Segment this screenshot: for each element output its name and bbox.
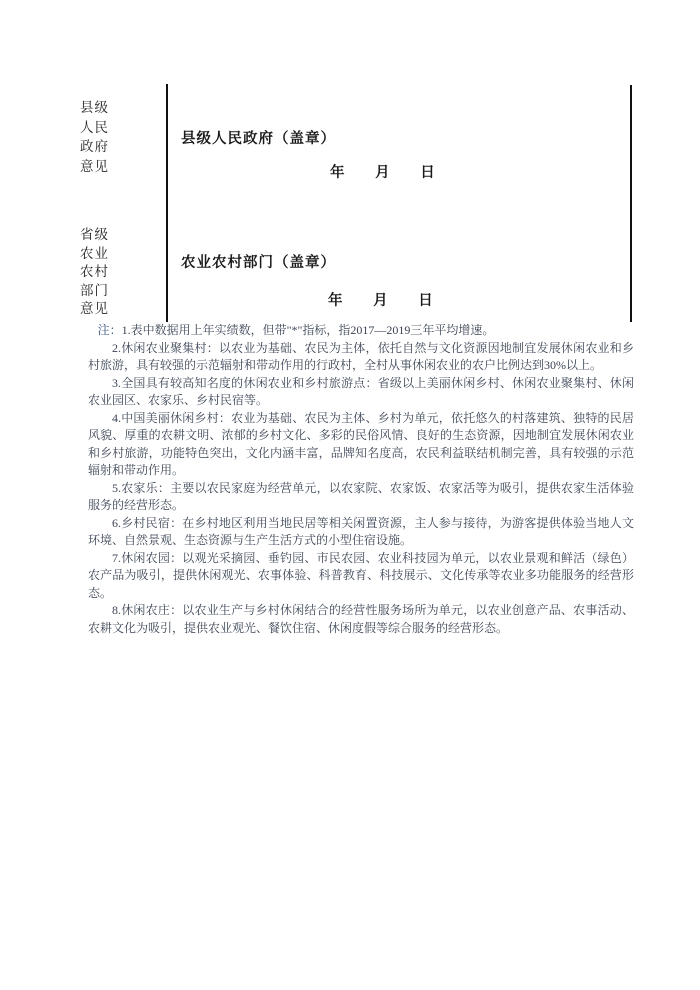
row-label-county-government-opinion <box>80 98 109 176</box>
county-government-stamp-line: 县级人民政府（盖章） <box>181 131 336 147</box>
date-year-label: 年 <box>330 165 345 181</box>
note-item-2: 2.休闲农业聚集村：以农业为基础、农民为主体，依托自然与文化资源因地制宜发展休闲农业和乡村旅游，具有较强的示范辐射和带动作用的行政村，全村从事休闲农业的农户比例达到30%以上。 <box>88 340 634 372</box>
row-label-line: 人民 <box>80 119 109 135</box>
date-day-label: 日 <box>420 165 435 181</box>
county-government-date-line <box>330 161 435 182</box>
row-label-line: 部门 <box>80 282 109 298</box>
agri-dept-date-line <box>328 289 433 310</box>
notes-section <box>88 322 634 637</box>
note-item-3: 3.全国具有较高知名度的休闲农业和乡村旅游点：省级以上美丽休闲乡村、休闲农业聚集村、休闲农业园区、农家乐、乡村民宿等。 <box>88 375 634 407</box>
note-item-7: 7.休闲农园：以观光采摘园、垂钓园、市民农园、农业科技园为单元，以农业景观和鲜活（绿色）农产品为吸引，提供休闲观光、农事体验、科普教育、科技展示、文化传承等农业多功能服务的经营形态。 <box>88 550 634 600</box>
row-label-line: 县级 <box>80 100 109 115</box>
row-label-line: 意见 <box>80 158 109 174</box>
row-label-line: 农村 <box>80 264 109 279</box>
note-item-4: 4.中国美丽休闲乡村：农业为基础、农民为主体、乡村为单元，依托悠久的村落建筑、独特的民居风貌、厚重的农耕文明、浓郁的乡村文化、多彩的民俗风情、良好的生态资源，因地制宜发展休闲农业和乡村旅游，功能特色突出，文化内涵丰富，品牌知名度高，农民利益联结机制完善，具有较强的示范辐射和带动作用。 <box>88 410 634 477</box>
date-year-label: 年 <box>328 293 343 309</box>
row-label-line: 省级 <box>80 227 109 242</box>
date-month-label: 月 <box>373 293 388 309</box>
note-item-text: 1.表中数据用上年实绩数，但带"*"指标，指2017—2019三年平均增速。 <box>121 323 495 337</box>
date-day-label: 日 <box>418 293 433 309</box>
row-label-provincial-agri-dept-opinion <box>80 226 109 319</box>
row-label-line: 政府 <box>80 139 109 154</box>
row-label-line: 农业 <box>80 245 109 261</box>
table-column-divider-line <box>166 84 168 322</box>
notes-label: 注： <box>97 323 122 337</box>
row-label-line: 意见 <box>80 301 109 316</box>
note-item-1 <box>88 322 634 340</box>
note-item-8: 8.休闲农庄：以农业生产与乡村休闲结合的经营性服务场所为单元，以农业创意产品、农事活动、农耕文化为吸引，提供农业观光、餐饮住宿、休闲度假等综合服务的经营形态。 <box>88 603 634 635</box>
table-right-border-line <box>630 85 632 322</box>
note-item-5: 5.农家乐：主要以农民家庭为经营单元，以农家院、农家饭、农家活等为吸引，提供农家生活体验服务的经营形态。 <box>88 480 634 512</box>
note-item-6: 6.乡村民宿：在乡村地区利用当地民居等相关闲置资源，主人参与接待，为游客提供体验当地人文环境、自然景观、生态资源与生产生活方式的小型住宿设施。 <box>88 515 634 547</box>
date-month-label: 月 <box>375 165 390 181</box>
agri-dept-stamp-line: 农业农村部门（盖章） <box>181 255 336 271</box>
